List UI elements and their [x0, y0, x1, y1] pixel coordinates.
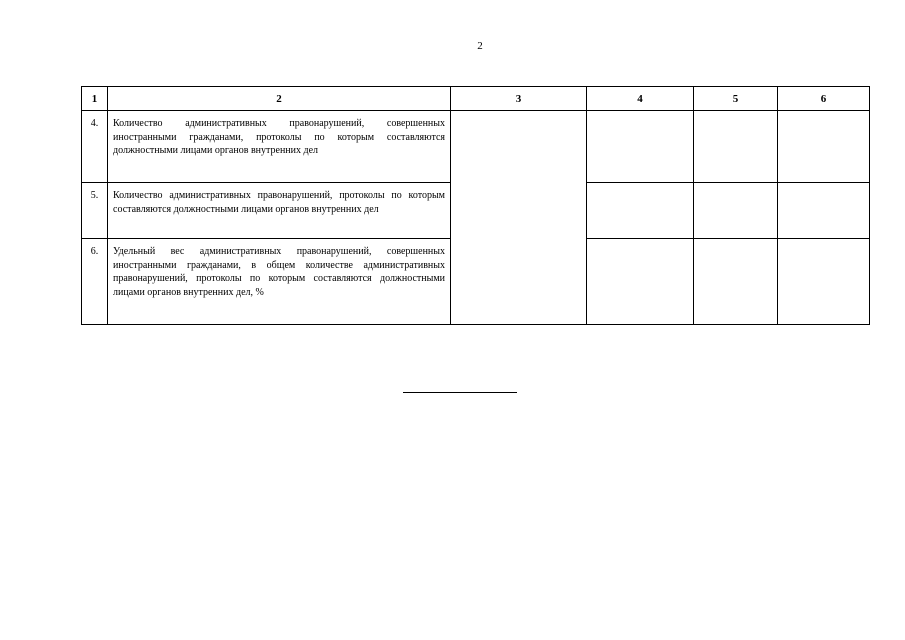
row-number: 5. — [82, 183, 108, 239]
merged-cell-column-3 — [451, 111, 587, 325]
empty-cell — [587, 111, 694, 183]
empty-cell — [694, 111, 778, 183]
table-header-row — [82, 87, 870, 111]
column-header-2: 2 — [108, 87, 451, 111]
empty-cell — [587, 183, 694, 239]
end-separator-line — [403, 392, 517, 393]
report-table — [81, 86, 870, 325]
empty-cell — [694, 239, 778, 325]
row-indicator-text: Количество административных правонарушений, протоколы по которым составляются должностными лицами органов внутренних дел — [108, 183, 451, 239]
column-header-5: 5 — [694, 87, 778, 111]
column-header-1: 1 — [82, 87, 108, 111]
empty-cell — [778, 183, 870, 239]
column-header-6: 6 — [778, 87, 870, 111]
empty-cell — [587, 239, 694, 325]
column-header-4: 4 — [587, 87, 694, 111]
row-number: 6. — [82, 239, 108, 325]
table-row — [82, 111, 870, 183]
row-number: 4. — [82, 111, 108, 183]
column-header-3: 3 — [451, 87, 587, 111]
row-indicator-text: Количество административных правонарушений, совершенных иностранными гражданами, протоколы по которым составляются должностными лицами органов внутренних дел — [108, 111, 451, 183]
empty-cell — [694, 183, 778, 239]
empty-cell — [778, 239, 870, 325]
empty-cell — [778, 111, 870, 183]
page-number: 2 — [477, 40, 483, 52]
row-indicator-text: Удельный вес административных правонарушений, совершенных иностранными гражданами, в общем количестве административных правонарушений, протоколы по которым составляются должностными лицами органов внутренних дел, % — [108, 239, 451, 325]
